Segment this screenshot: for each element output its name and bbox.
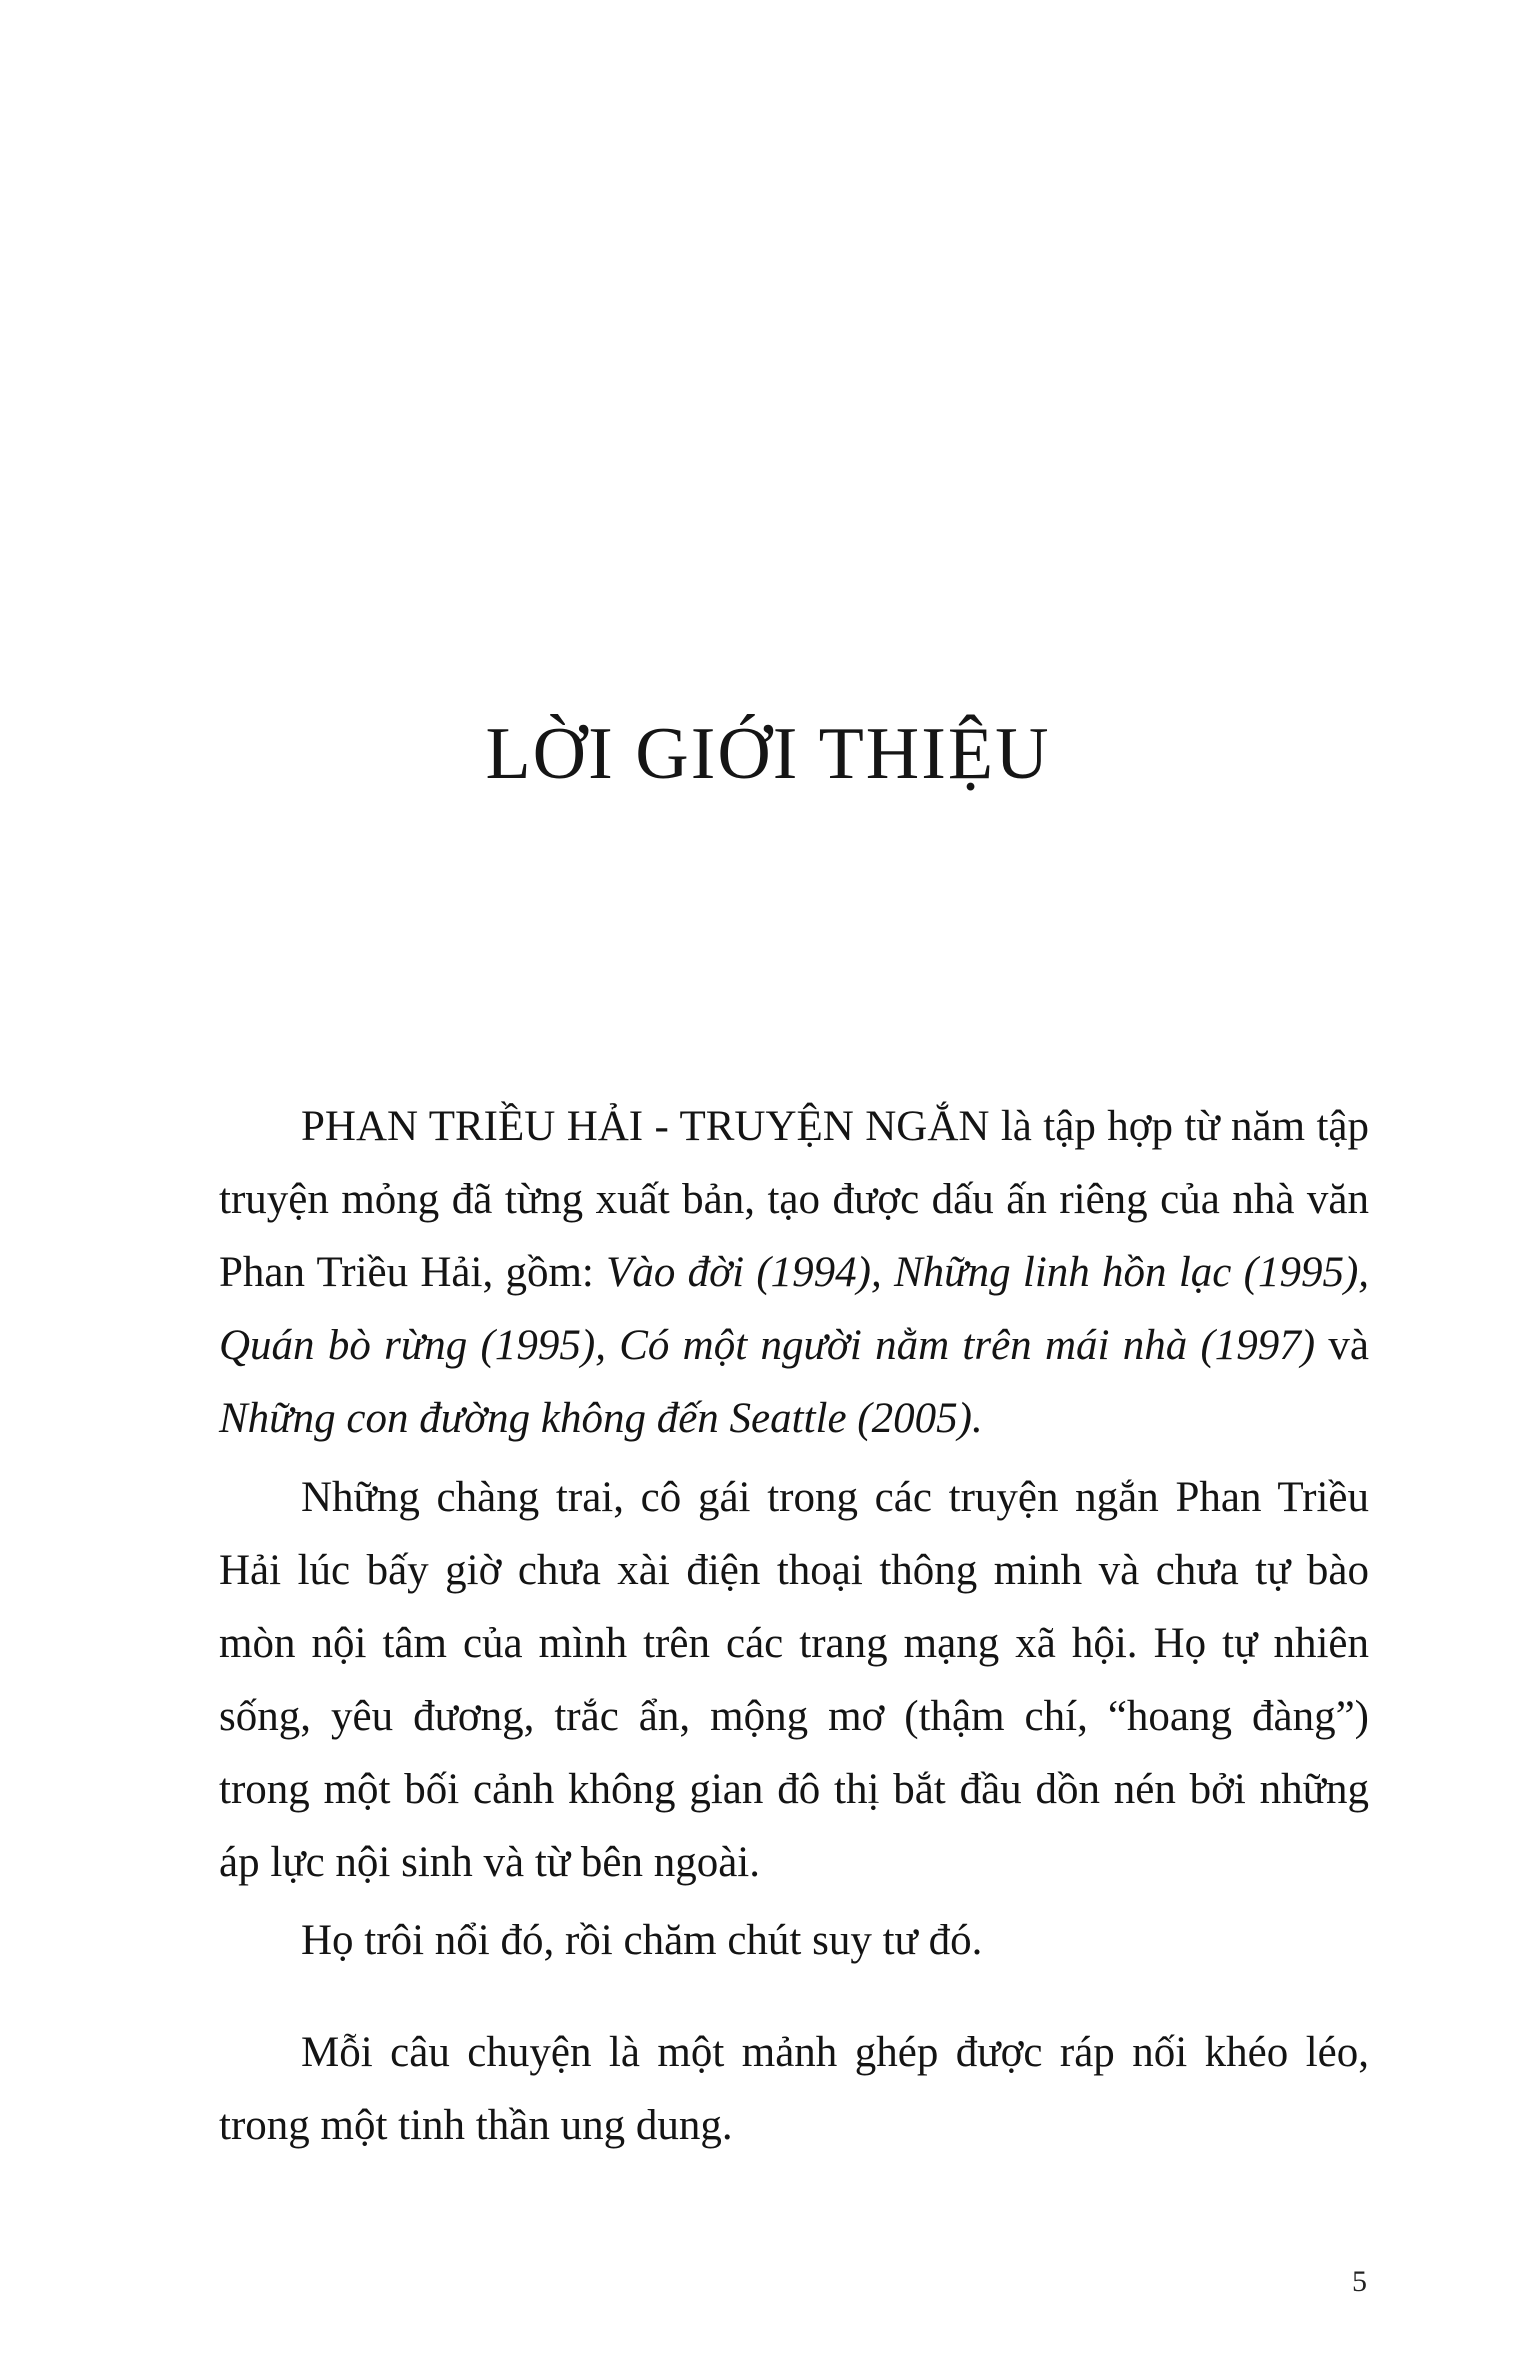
paragraph-intro-conjunction: và (1315, 1322, 1369, 1369)
last-work-italic: Những con đường không đến Seattle (2005). (219, 1395, 983, 1442)
page-title: LỜI GIỚI THIỆU (485, 713, 1051, 795)
works-list-italic: Vào đời (1994), Những linh hồn lạc (1995), Quán bò rừng (1995), Có một người nằm trên mái nhà (1997) (219, 1249, 1370, 1369)
paragraph-characters: Những chàng trai, cô gái trong các truyện ngắn Phan Triều Hải lúc bấy giờ chưa xài điện thoại thông minh và chưa tự bào mòn nội tâm của mình trên các trang mạng xã hội. Họ tự nhiên sống, yêu đương, trắc ẩn, mộng mơ (thậm chí, “hoang đàng”) trong một bối cảnh không gian đô thị bắt đầu dồn nén bởi những áp lực nội sinh và từ bên ngoài. (219, 1474, 1369, 1886)
paragraph-intro-lead: PHAN TRIỀU HẢI - TRUYỆN NGẮN là tập hợp từ năm tập truyện mỏng đã từng xuất bản, tạo được dấu ấn riêng của nhà văn Phan Triều Hải, gồm: (219, 1103, 1369, 1296)
paragraph-closing: Mỗi câu chuyện là một mảnh ghép được ráp nối khéo léo, trong một tinh thần ung dung. (219, 2029, 1369, 2149)
page-number: 5 (1352, 2265, 1367, 2298)
paragraph-intro (219, 1090, 1369, 1455)
paragraph-drift: Họ trôi nổi đó, rồi chăm chút suy tư đó. (301, 1917, 983, 1964)
